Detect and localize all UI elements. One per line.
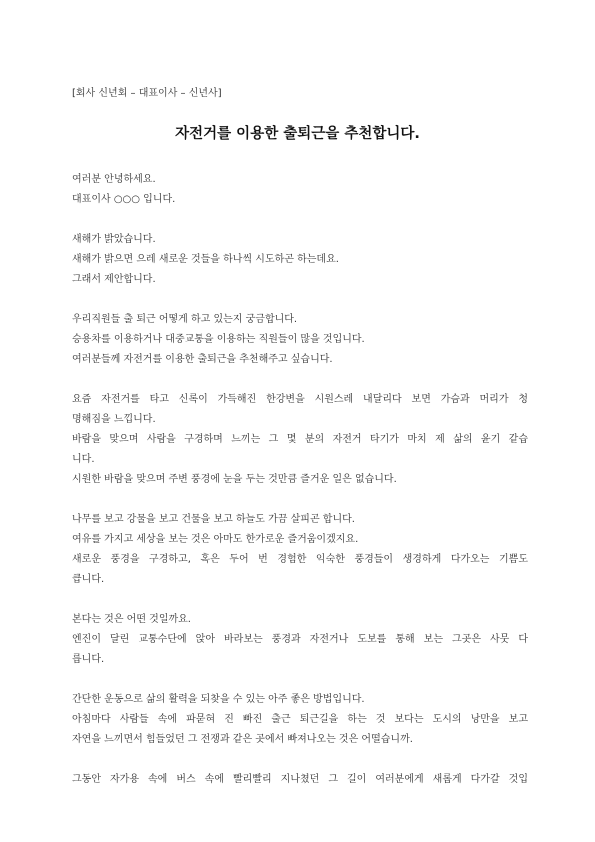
paragraph-line: 대표이사 ○○○ 입니다. (72, 194, 176, 205)
paragraph-line: 나무를 보고 강물을 보고 건물을 보고 하늘도 가끔 살피곤 합니다. (72, 514, 355, 525)
paragraph-line: 니다. (72, 454, 95, 465)
paragraph-line: 시원한 바람을 맞으며 주변 풍경에 눈을 두는 것만큼 즐거운 일은 없습니다. (72, 474, 397, 485)
document-body (72, 170, 528, 810)
paragraph-line: 새로운 풍경을 구경하고, 혹은 두어 번 경험한 익숙한 풍경들이 생경하게 다가오는 기쁨도 (72, 554, 528, 565)
paragraph-line: 바람을 맞으며 사람을 구경하며 느끼는 그 몇 분의 자전거 타기가 마치 제 삶의 윤기 같습 (72, 434, 528, 445)
paragraph (72, 170, 528, 210)
document-title: 자전거를 이용한 출퇴근을 추천합니다. (175, 126, 420, 142)
paragraph-line: 본다는 것은 어떤 것일까요. (72, 614, 191, 625)
paragraph-line: 새해가 밝았습니다. (72, 234, 156, 245)
paragraph (72, 230, 528, 290)
paragraph-line: 엔진이 달린 교통수단에 앉아 바라보는 풍경과 자전거나 도보를 통해 보는 그곳은 사뭇 다 (72, 634, 528, 645)
paragraph-line: 릅니다. (72, 654, 105, 665)
paragraph (72, 610, 528, 670)
paragraph-line: 명해짐을 느낍니다. (72, 414, 156, 425)
paragraph (72, 310, 528, 370)
paragraph-line: 우리직원들 출 퇴근 어떻게 하고 있는지 궁금합니다. (72, 314, 298, 325)
paragraph-line: 큽니다. (72, 574, 105, 585)
paragraph-line: 여러분들께 자전거를 이용한 출퇴근을 추천해주고 싶습니다. (72, 354, 333, 365)
paragraph (72, 690, 528, 750)
paragraph-line: 그동안 자가용 속에 버스 속에 빨리빨리 지나쳤던 그 길이 여러분에게 새롭게 다가갈 것입 (72, 774, 528, 785)
paragraph-line: 자연을 느끼면서 힘들었던 그 전쟁과 같은 곳에서 빠져나오는 것은 어떨습니까. (72, 734, 413, 745)
paragraph-line: 여러분 안녕하세요. (72, 174, 156, 185)
paragraph-line: 새해가 밝으면 으레 새로운 것들을 하나씩 시도하곤 하는데요. (72, 254, 339, 265)
paragraph-line: 아침마다 사람들 속에 파묻혀 진 빠진 출근 퇴근길을 하는 것 보다는 도시의 낭만을 보고 (72, 714, 528, 725)
document-header-tag: [회사 신년회 – 대표이사 – 신년사] (72, 88, 222, 99)
paragraph-line: 여유를 가지고 세상을 보는 것은 아마도 한가로운 즐거움이겠지요. (72, 534, 359, 545)
paragraph (72, 510, 528, 590)
paragraph (72, 770, 528, 790)
paragraph-line: 승용차를 이용하거나 대중교통을 이용하는 직원들이 많을 것입니다. (72, 334, 365, 345)
paragraph-line: 간단한 운동으로 삶의 활력을 되찾을 수 있는 아주 좋은 방법입니다. (72, 694, 365, 705)
paragraph-line: 요즘 자전거를 타고 신록이 가득해진 한강변을 시원스레 내달리다 보면 가슴과 머리가 청 (72, 394, 528, 405)
paragraph (72, 390, 528, 490)
paragraph-line: 그래서 제안합니다. (72, 274, 156, 285)
